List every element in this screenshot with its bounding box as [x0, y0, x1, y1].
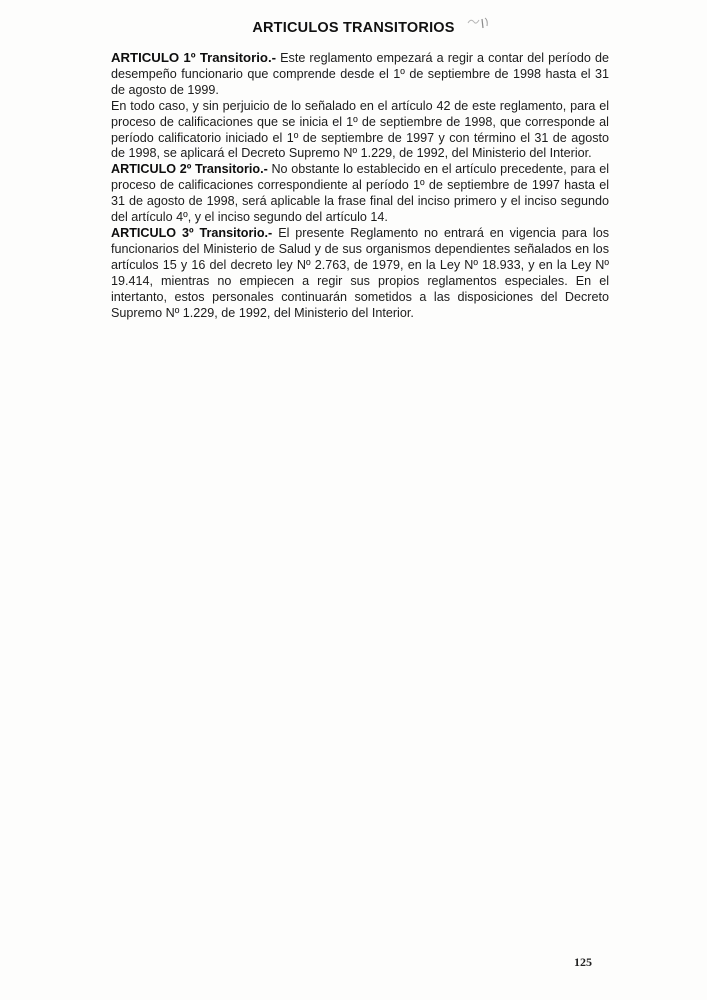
- article-1-paragraph-1: [111, 50, 609, 99]
- article-1-title: ARTICULO 1º Transitorio.-: [111, 50, 277, 65]
- article-3-paragraph: [111, 226, 609, 321]
- scan-smudge-mark: [465, 14, 493, 32]
- page-number: 125: [574, 955, 592, 969]
- page-heading: ARTICULOS TRANSITORIOS: [252, 20, 455, 36]
- article-1-paragraph-2: [111, 99, 609, 163]
- document-body: [111, 50, 609, 321]
- article-2-paragraph: [111, 162, 609, 226]
- article-3-text: El presente Reglamento no entrará en vigencia para los funcionarios del Ministerio de Salud y de sus organismos dependientes señalados en los artículos 15 y 16 del decreto ley Nº 2.763, de 1979, en la Ley Nº 18.933, y en la Ley Nº 19.414, mientras no empiecen a regir sus propios reglamentos especiales. En el intertanto, estos personales continuarán sometidos a las disposiciones del Decreto Supremo Nº 1.229, de 1992, del Ministerio del Interior.: [111, 225, 610, 320]
- article-1-text-2: En todo caso, y sin perjuicio de lo señalado en el artículo 42 de este reglamento, para el proceso de calificaciones que se inicia el 1º de septiembre de 1998, que corresponde al período calificatorio iniciado el 1º de septiembre de 1997 y con término el 31 de agosto de 1998, se aplicará el Decreto Supremo Nº 1.229, de 1992, del Ministerio del Interior.: [111, 98, 609, 161]
- article-3-title: ARTICULO 3º Transitorio.-: [111, 225, 273, 240]
- article-2-title: ARTICULO 2º Transitorio.-: [111, 162, 268, 177]
- article-1-text-1: Este reglamento empezará a regir a contar del período de desempeño funcionario que comprende desde el 1º de septiembre de 1998 hasta el 31 de agosto de 1999.: [111, 51, 609, 97]
- article-2-text: No obstante lo establecido en el artículo precedente, para el proceso de calificaciones correspondiente al período 1º de septiembre de 1997 hasta el 31 de agosto de 1998, será aplicable la frase final del inciso primero y el inciso segundo del artículo 4º, y el inciso segundo del artículo 14.: [111, 162, 609, 225]
